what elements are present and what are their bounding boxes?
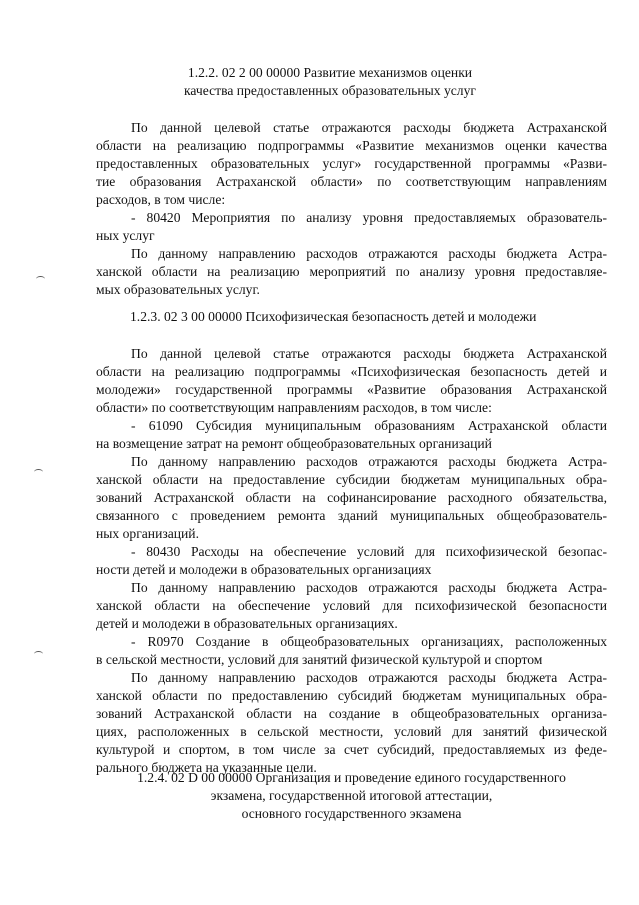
paragraph-line: ханской области на предоставление субсидии бюджетам муниципальных обра-: [96, 472, 607, 487]
paragraph-line: предоставленных образовательных услуг» государственной программы «Разви-: [96, 156, 607, 171]
list-item-line: - 61090 Субсидия муниципальным образованиям Астраханской области: [131, 418, 607, 433]
paragraph-line: области на реализацию подпрограммы «Психофизическая безопасность детей и: [96, 364, 607, 379]
paragraph-line: детей и молодежи в образовательных организациях.: [96, 616, 398, 631]
paragraph-line: ханской области на обеспечение условий для психофизической безопасности: [96, 598, 607, 613]
list-item-line: - 80420 Мероприятия по анализу уровня предоставляемых образователь-: [131, 210, 607, 225]
section-heading-line: основного государственного экзамена: [241, 806, 462, 821]
margin-mark: [34, 651, 43, 657]
paragraph-line: расходов, в том числе:: [96, 192, 226, 207]
list-item-line: ных услуг: [96, 228, 155, 243]
paragraph-line: циях, расположенных в сельской местности, условий для занятий физической: [96, 724, 607, 739]
paragraph-line: По данному направлению расходов отражаются расходы бюджета Астра-: [131, 246, 607, 261]
paragraph-line: культурой и спортом, в том числе за счет субсидий, предоставляемых из феде-: [96, 742, 607, 757]
paragraph-line: рального бюджета на указанные цели.: [96, 760, 317, 775]
section-heading-line: 1.2.2. 02 2 00 00000 Развитие механизмов оценки: [187, 65, 473, 80]
paragraph-line: зований Астраханской области на создание в общеобразовательных организа-: [96, 706, 607, 721]
section-heading-line: экзамена, государственной итоговой аттестации,: [210, 788, 493, 803]
margin-mark: [34, 469, 43, 475]
paragraph-line: По данному направлению расходов отражаются расходы бюджета Астра-: [131, 580, 607, 595]
section-heading-line: 1.2.4. 02 D 00 00000 Организация и проведение единого государственного: [137, 770, 566, 785]
section-heading-line: 1.2.3. 02 3 00 00000 Психофизическая безопасность детей и молодежи: [130, 309, 537, 324]
paragraph-line: По данной целевой статье отражаются расходы бюджета Астраханской: [131, 120, 607, 135]
paragraph-line: По данному направлению расходов отражаются расходы бюджета Астра-: [131, 670, 607, 685]
list-item-line: - 80430 Расходы на обеспечение условий для психофизической безопас-: [131, 544, 607, 559]
list-item-line: на возмещение затрат на ремонт общеобразовательных организаций: [96, 436, 492, 451]
list-item-line: ности детей и молодежи в образовательных организациях: [96, 562, 432, 577]
paragraph-line: По данному направлению расходов отражаются расходы бюджета Астра-: [131, 454, 607, 469]
section-heading-line: качества предоставленных образовательных услуг: [184, 83, 476, 98]
margin-mark: [36, 276, 45, 282]
paragraph-line: связанного с проведением ремонта зданий муниципальных общеобразователь-: [96, 508, 607, 523]
paragraph-line: ханской области по предоставлению субсидий бюджетам муниципальных обра-: [96, 688, 607, 703]
paragraph-line: области» по соответствующим направлениям расходов, в том числе:: [96, 400, 492, 415]
paragraph-line: молодежи» государственной программы «Развитие образования Астраханской: [96, 382, 607, 397]
paragraph-line: зований Астраханской области на софинансирование расходного обязательства,: [96, 490, 607, 505]
list-item-line: в сельской местности, условий для занятий физической культурой и спортом: [96, 652, 543, 667]
paragraph-line: ных организаций.: [96, 526, 199, 541]
paragraph-line: тие образования Астраханской области» по соответствующим направлениям: [96, 174, 607, 189]
paragraph-line: мых образовательных услуг.: [96, 282, 260, 297]
list-item-line: - R0970 Создание в общеобразовательных организациях, расположенных: [131, 634, 607, 649]
paragraph-line: По данной целевой статье отражаются расходы бюджета Астраханской: [131, 346, 607, 361]
paragraph-line: области на реализацию подпрограммы «Развитие механизмов оценки качества: [96, 138, 607, 153]
paragraph-line: ханской области на реализацию мероприятий по анализу уровня предоставляе-: [96, 264, 607, 279]
